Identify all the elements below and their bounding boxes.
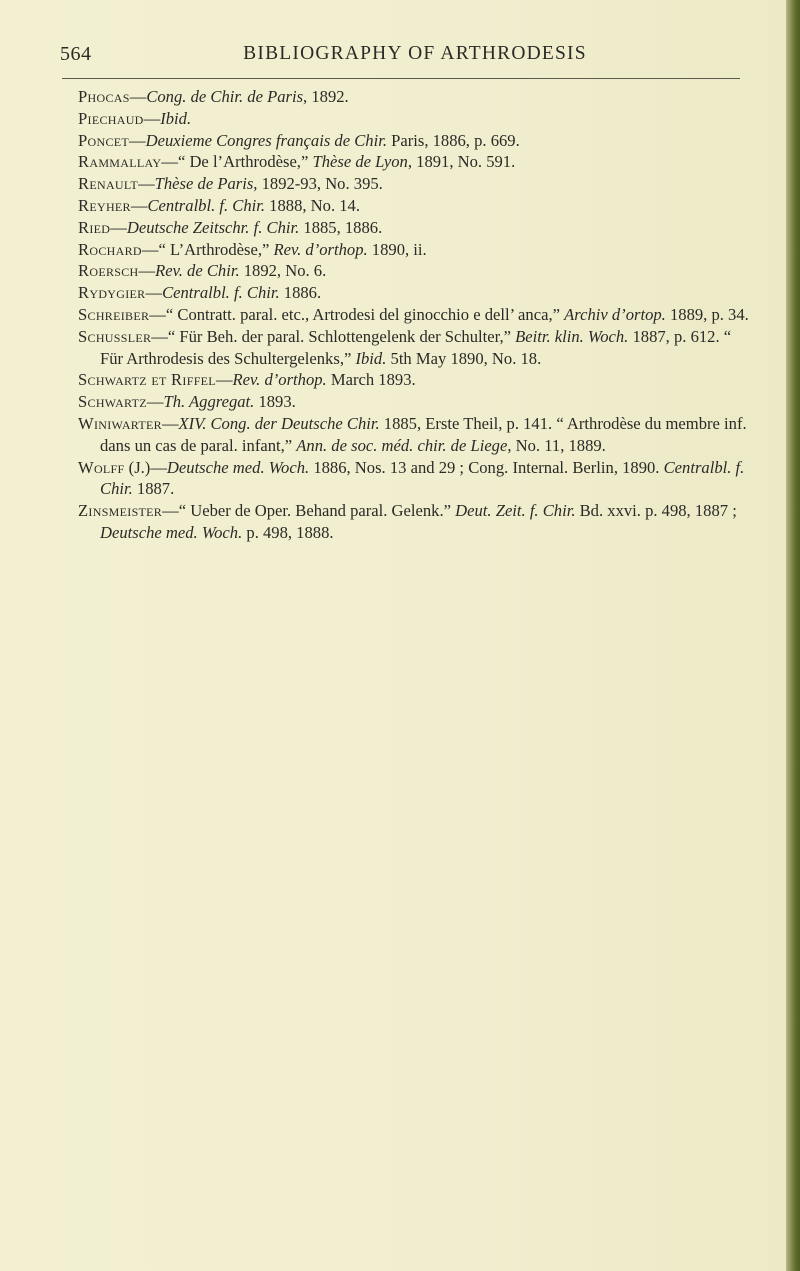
bibliography-entry xyxy=(78,151,753,173)
entry-text: — xyxy=(138,261,156,281)
bibliography-entry xyxy=(78,130,753,152)
entry-text: Bd. xxvi. p. 498, 1887 ; xyxy=(575,501,737,521)
entry-text: March 1893. xyxy=(326,370,416,390)
entry-source: Rev. de Chir. xyxy=(155,261,240,281)
entry-source: Th. Aggregat. xyxy=(163,392,255,412)
entry-author: Ried xyxy=(78,217,111,237)
entry-source: Thèse de Lyon xyxy=(312,152,408,172)
bibliography-entry xyxy=(78,391,753,413)
entry-author: Reyher xyxy=(78,195,131,215)
entry-source: Beitr. klin. Woch. xyxy=(515,326,629,346)
entry-text: , 1891, No. 591. xyxy=(407,152,516,172)
entry-source: Deut. Zeit. f. Chir. xyxy=(455,501,576,521)
entry-author: Schwartz xyxy=(78,392,147,412)
bibliography-entry xyxy=(78,457,753,501)
entry-text: —“ Ueber de Oper. Behand paral. Gelenk.” xyxy=(162,501,456,521)
entry-text: 1888, No. 14. xyxy=(265,195,360,215)
entry-source: Centralbl. f. Chir. xyxy=(147,195,266,215)
page-header xyxy=(60,43,740,71)
entry-source: Deuxieme Congres français de Chir. xyxy=(145,130,387,150)
entry-source: Archiv d’ortop. xyxy=(564,304,666,324)
bibliography-entry xyxy=(78,86,753,108)
entry-text: , No. 11, 1889. xyxy=(507,435,606,455)
bibliography-entry xyxy=(78,304,753,326)
bibliography-entry xyxy=(78,282,753,304)
entry-author: Schussler xyxy=(78,326,152,346)
entry-text: — xyxy=(143,108,161,128)
entry-source: Ibid. xyxy=(160,108,192,128)
bibliography-entry xyxy=(78,108,753,130)
entry-text: — xyxy=(129,130,146,150)
bibliography-entry xyxy=(78,260,753,282)
page-edge xyxy=(786,0,800,1271)
entry-text: — xyxy=(138,174,155,194)
entry-text: — xyxy=(161,413,179,433)
entry-text: 1887. xyxy=(132,479,175,499)
entry-text: 1886, Nos. 13 and 29 ; Cong. Internal. Berlin, 1890. xyxy=(309,457,664,477)
entry-source: XIV. Cong. der Deutsche Chir. xyxy=(178,413,380,433)
entry-text: 5th May 1890, No. 18. xyxy=(386,348,542,368)
entry-source: Thèse de Paris xyxy=(154,174,254,194)
entry-author: Wolff xyxy=(78,457,125,477)
entry-source: Deutsche med. Woch. xyxy=(100,522,243,542)
entry-author: Piechaud xyxy=(78,108,144,128)
entry-text: — xyxy=(129,87,147,106)
entry-text: 1893. xyxy=(254,392,296,412)
bibliography-entry xyxy=(78,369,753,391)
entry-text: 1890, ii. xyxy=(367,239,427,259)
entry-text: — xyxy=(146,392,164,412)
entry-text: — xyxy=(110,217,127,237)
entry-author: Schwartz et Riffel xyxy=(78,370,216,390)
entry-text: 1889, p. 34. xyxy=(665,304,749,324)
entry-text: —“ Contratt. paral. etc., Artrodesi del ginocchio e dell’ anca,” xyxy=(149,304,565,324)
entry-text: p. 498, 1888. xyxy=(242,522,334,542)
entry-source: Centralbl. f. Chir. xyxy=(100,457,745,499)
bibliography-entry xyxy=(78,413,753,457)
entry-source: Centralbl. f. Chir. xyxy=(162,283,280,303)
entry-text: (J.)— xyxy=(124,457,167,477)
entry-source: Ann. de soc. méd. chir. de Liege xyxy=(296,435,508,455)
entry-author: Schreiber xyxy=(78,304,150,324)
entry-text: —“ L’Arthrodèse,” xyxy=(141,239,274,259)
entry-author: Winiwarter xyxy=(78,413,162,433)
entry-text: 1885, Erste Theil, p. 141. “ Arthrodèse du membre inf. dans un cas de paral. infant,” xyxy=(100,413,747,455)
entry-author: Rochard xyxy=(78,239,142,259)
entry-source: Rev. d’orthop. xyxy=(232,370,327,390)
entry-source: Ibid. xyxy=(355,348,387,368)
bibliography-entry xyxy=(78,195,753,217)
bibliography-entry xyxy=(78,239,753,261)
entry-text: 1886. xyxy=(279,283,322,303)
entry-text: 1892, No. 6. xyxy=(239,261,327,281)
entry-author: Roersch xyxy=(78,261,139,281)
entry-text: — xyxy=(130,195,148,215)
entry-text: Paris, 1886, p. 669. xyxy=(386,130,520,150)
bibliography-entry xyxy=(78,500,753,544)
entry-text: , 1892-93, No. 395. xyxy=(253,174,383,194)
bibliography-entry xyxy=(78,217,753,239)
entry-author: Zinsmeister xyxy=(78,501,163,521)
entry-text: 1887, p. 612. “ Für Arthrodesis des Schultergelenks,” xyxy=(100,326,732,368)
bibliography-entry xyxy=(78,173,753,195)
entry-text: — xyxy=(215,370,233,390)
entry-author: Renault xyxy=(78,174,139,194)
entry-author: Rammallay xyxy=(78,152,162,172)
entry-text: —“ De l’Arthrodèse,” xyxy=(161,152,313,172)
entry-text: —“ Für Beh. der paral. Schlottengelenk der Schulter,” xyxy=(151,326,516,346)
entry-author: Rydygier xyxy=(78,283,146,303)
entry-text: 1885, 1886. xyxy=(299,217,383,237)
entry-source: Deutsche Zeitschr. f. Chir. xyxy=(126,217,300,237)
bibliography-entry xyxy=(78,326,753,370)
running-title: BIBLIOGRAPHY OF ARTHRODESIS xyxy=(243,43,587,64)
entry-source: Cong. de Chir. de Paris xyxy=(146,87,304,106)
entry-source: Deutsche med. Woch. xyxy=(166,457,310,477)
entry-text: — xyxy=(145,283,163,303)
bibliography-list xyxy=(78,86,753,544)
entry-source: Rev. d’orthop. xyxy=(273,239,368,259)
page-number: 564 xyxy=(60,43,92,65)
entry-author: Phocas xyxy=(78,87,130,106)
header-rule xyxy=(62,78,740,79)
entry-author: Poncet xyxy=(78,130,130,150)
entry-text: , 1892. xyxy=(303,87,349,106)
